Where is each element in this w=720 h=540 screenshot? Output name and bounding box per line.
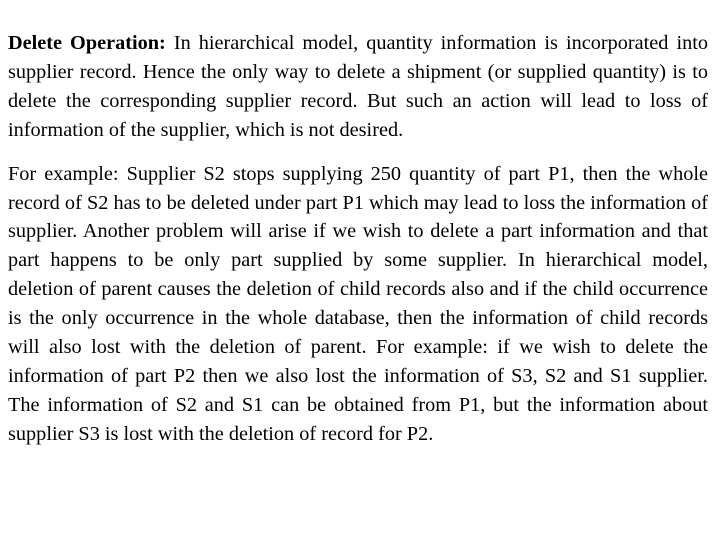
paragraph-heading-delete-operation: Delete Operation:: [8, 32, 166, 54]
paragraph-delete-operation: [8, 29, 708, 145]
document-page: [8, 29, 708, 449]
paragraph-example: [8, 160, 708, 449]
paragraph-body-example: For example: Supplier S2 stops supplying 250 quantity of part P1, then the whole record of S2 has to be deleted under part P1 which may lead to loss the information of supplier. Another problem will arise if we wish to delete a part information and that part happens to be only part supplied by some supplier. In hierarchical model, deletion of parent causes the deletion of child records also and if the child occurrence is the only occurrence in the whole database, then the information of child records will also lost with the deletion of parent. For example: if we wish to delete the information of part P2 then we also lost the information of S3, S2 and S1 supplier. The information of S2 and S1 can be obtained from P1, but the information about supplier S3 is lost with the deletion of record for P2.: [8, 162, 708, 445]
paragraph-body-delete-operation: In hierarchical model, quantity information is incorporated into supplier record. Hence the only way to delete a shipment (or supplied quantity) is to delete the corresponding supplier record. But such an action will lead to loss of information of the supplier, which is not desired.: [8, 32, 708, 141]
